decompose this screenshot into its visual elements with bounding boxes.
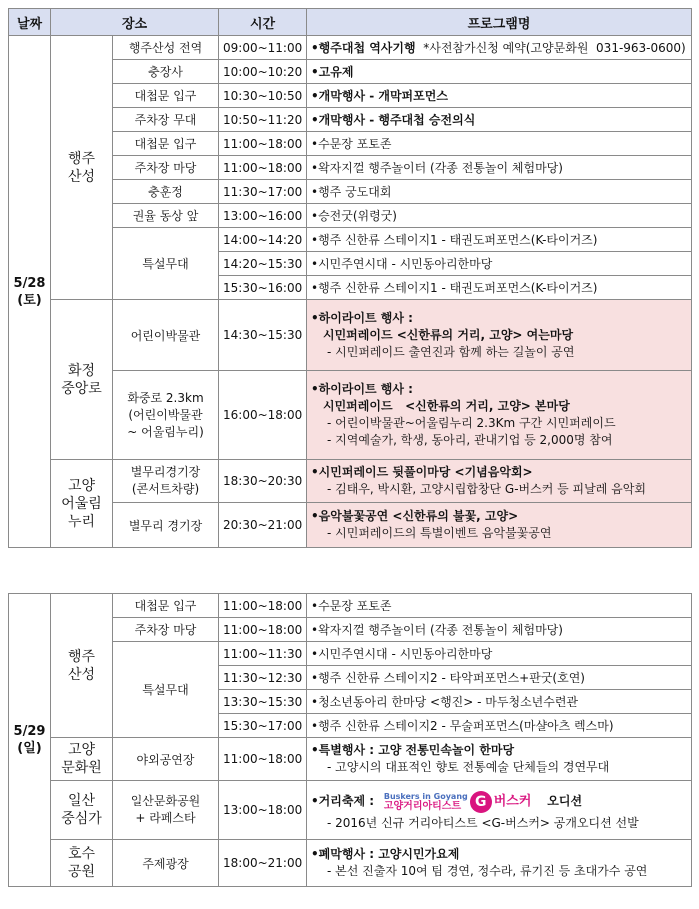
time-cell: 11:00~18:00 xyxy=(219,132,307,156)
area-haengju-day2: 행주 산성 xyxy=(51,594,113,738)
table-header-row xyxy=(9,9,692,36)
program-cell: •개막행사 - 개막퍼포먼스 xyxy=(307,84,692,108)
date-cell-day1: 5/28 (토) xyxy=(9,36,51,548)
place-cell: 충장사 xyxy=(113,60,219,84)
time-cell: 11:00~18:00 xyxy=(219,594,307,618)
program-cell: •거리축제 : Buskers in Goyang 고양거리아티스트 G 버스커 오디션 - 2016년 신규 거리아티스트 <G-버스커> 공개오디션 선발 xyxy=(307,781,692,840)
area-lake-park: 호수 공원 xyxy=(51,840,113,887)
program-cell: •행주 신한류 스테이지1 - 태권도퍼포먼스(K-타이거즈) xyxy=(307,276,692,300)
program-cell: •승전굿(위령굿) xyxy=(307,204,692,228)
time-cell: 16:00~18:00 xyxy=(219,371,307,460)
time-cell: 11:30~12:30 xyxy=(219,666,307,690)
place-cell: 행주산성 전역 xyxy=(113,36,219,60)
place-cell: 별무리 경기장 xyxy=(113,503,219,548)
area-culture-center: 고양 문화원 xyxy=(51,738,113,781)
place-cell: 특설무대 xyxy=(113,642,219,738)
area-ilsan: 일산 중심가 xyxy=(51,781,113,840)
place-cell: 일산문화공원 + 라페스타 xyxy=(113,781,219,840)
table-row xyxy=(9,738,692,781)
header-time: 시간 xyxy=(219,9,307,36)
program-cell: •청소년동아리 한마당 <행진> - 마두청소년수련관 xyxy=(307,690,692,714)
time-cell: 20:30~21:00 xyxy=(219,503,307,548)
schedule-table-day2 xyxy=(8,593,692,887)
program-cell: •폐막행사 : 고양시민가요제 - 본선 진출자 10여 팀 경연, 정수라, 류기진 등 초대가수 공연 xyxy=(307,840,692,887)
table-row xyxy=(9,840,692,887)
program-cell: •행주대첩 역사기행 *사전참가신청 예약(고양문화원 031-963-0600) xyxy=(307,36,692,60)
place-cell: 권율 동상 앞 xyxy=(113,204,219,228)
place-cell: 대첩문 입구 xyxy=(113,132,219,156)
program-cell: •행주 신한류 스테이지1 - 태권도퍼포먼스(K-타이거즈) xyxy=(307,228,692,252)
place-cell: 야외공연장 xyxy=(113,738,219,781)
g-busker-logo: Buskers in Goyang 고양거리아티스트 G 버스커 xyxy=(383,791,532,812)
program-cell: •행주 신한류 스테이지2 - 타악퍼포먼스+판굿(호연) xyxy=(307,666,692,690)
program-cell: •행주 궁도대회 xyxy=(307,180,692,204)
table-row xyxy=(9,36,692,60)
area-hwajeong: 화정 중앙로 xyxy=(51,300,113,460)
program-cell: •행주 신한류 스테이지2 - 무술퍼포먼스(마샬아츠 렉스마) xyxy=(307,714,692,738)
time-cell: 13:30~15:30 xyxy=(219,690,307,714)
place-cell: 충훈정 xyxy=(113,180,219,204)
program-cell: •고유제 xyxy=(307,60,692,84)
time-cell: 14:20~15:30 xyxy=(219,252,307,276)
place-cell: 주차장 무대 xyxy=(113,108,219,132)
place-cell: 화중로 2.3km (어린이박물관 ~ 어울림누리) xyxy=(113,371,219,460)
header-date: 날짜 xyxy=(9,9,51,36)
time-cell: 10:00~10:20 xyxy=(219,60,307,84)
program-cell: •시민주연시대 - 시민동아리한마당 xyxy=(307,642,692,666)
time-cell: 15:30~17:00 xyxy=(219,714,307,738)
place-cell: 주제광장 xyxy=(113,840,219,887)
program-cell: •개막행사 - 행주대첩 승전의식 xyxy=(307,108,692,132)
table-row xyxy=(9,300,692,371)
place-cell: 대첩문 입구 xyxy=(113,594,219,618)
header-place: 장소 xyxy=(51,9,219,36)
g-badge-icon: G xyxy=(470,791,492,813)
time-cell: 11:00~18:00 xyxy=(219,156,307,180)
place-cell: 주차장 마당 xyxy=(113,618,219,642)
program-cell-highlight: •음악불꽃공연 <신한류의 불꽃, 고양> - 시민퍼레이드의 특별이벤트 음악불꽃공연 xyxy=(307,503,692,548)
place-cell: 별무리경기장 (콘서트차량) xyxy=(113,460,219,503)
time-cell: 09:00~11:00 xyxy=(219,36,307,60)
time-cell: 15:30~16:00 xyxy=(219,276,307,300)
place-cell: 주차장 마당 xyxy=(113,156,219,180)
time-cell: 13:00~18:00 xyxy=(219,781,307,840)
program-cell-highlight: •하이라이트 행사 : 시민퍼레이드 <신한류의 거리, 고양> 본마당 - 어린이박물관~어울림누리 2.3Km 구간 시민퍼레이드 - 지역예술가, 학생, 동아리, 관내기업 등 2,000명 참여 xyxy=(307,371,692,460)
time-cell: 11:00~18:00 xyxy=(219,738,307,781)
time-cell: 11:00~18:00 xyxy=(219,618,307,642)
time-cell: 14:30~15:30 xyxy=(219,300,307,371)
time-cell: 11:00~11:30 xyxy=(219,642,307,666)
time-cell: 14:00~14:20 xyxy=(219,228,307,252)
time-cell: 10:50~11:20 xyxy=(219,108,307,132)
place-cell: 대첩문 입구 xyxy=(113,84,219,108)
area-oullim: 고양 어울림 누리 xyxy=(51,460,113,548)
place-cell: 특설무대 xyxy=(113,228,219,300)
program-cell: •왁자지껄 행주놀이터 (각종 전통놀이 체험마당) xyxy=(307,618,692,642)
program-cell: •특별행사 : 고양 전통민속놀이 한마당 - 고양시의 대표적인 향토 전통예술 단체들의 경연무대 xyxy=(307,738,692,781)
place-cell: 어린이박물관 xyxy=(113,300,219,371)
program-cell: •수문장 포토존 xyxy=(307,132,692,156)
schedule-table-day1 xyxy=(8,8,692,548)
program-cell-highlight: •시민퍼레이드 뒷풀이마당 <기념음악회> - 김태우, 박시환, 고양시립합창단 G-버스커 등 피날레 음악회 xyxy=(307,460,692,503)
date-cell-day2: 5/29 (일) xyxy=(9,594,51,887)
time-cell: 13:00~16:00 xyxy=(219,204,307,228)
time-cell: 10:30~10:50 xyxy=(219,84,307,108)
time-cell: 11:30~17:00 xyxy=(219,180,307,204)
program-cell-highlight: •하이라이트 행사 : 시민퍼레이드 <신한류의 거리, 고양> 여는마당 - 시민퍼레이드 출연진과 함께 하는 길놀이 공연 xyxy=(307,300,692,371)
time-cell: 18:30~20:30 xyxy=(219,460,307,503)
header-program: 프로그램명 xyxy=(307,9,692,36)
area-haengju: 행주 산성 xyxy=(51,36,113,300)
program-cell: •왁자지껄 행주놀이터 (각종 전통놀이 체험마당) xyxy=(307,156,692,180)
program-cell: •시민주연시대 - 시민동아리한마당 xyxy=(307,252,692,276)
program-cell: •수문장 포토존 xyxy=(307,594,692,618)
table-row xyxy=(9,594,692,618)
time-cell: 18:00~21:00 xyxy=(219,840,307,887)
table-row xyxy=(9,781,692,840)
table-row xyxy=(9,460,692,503)
